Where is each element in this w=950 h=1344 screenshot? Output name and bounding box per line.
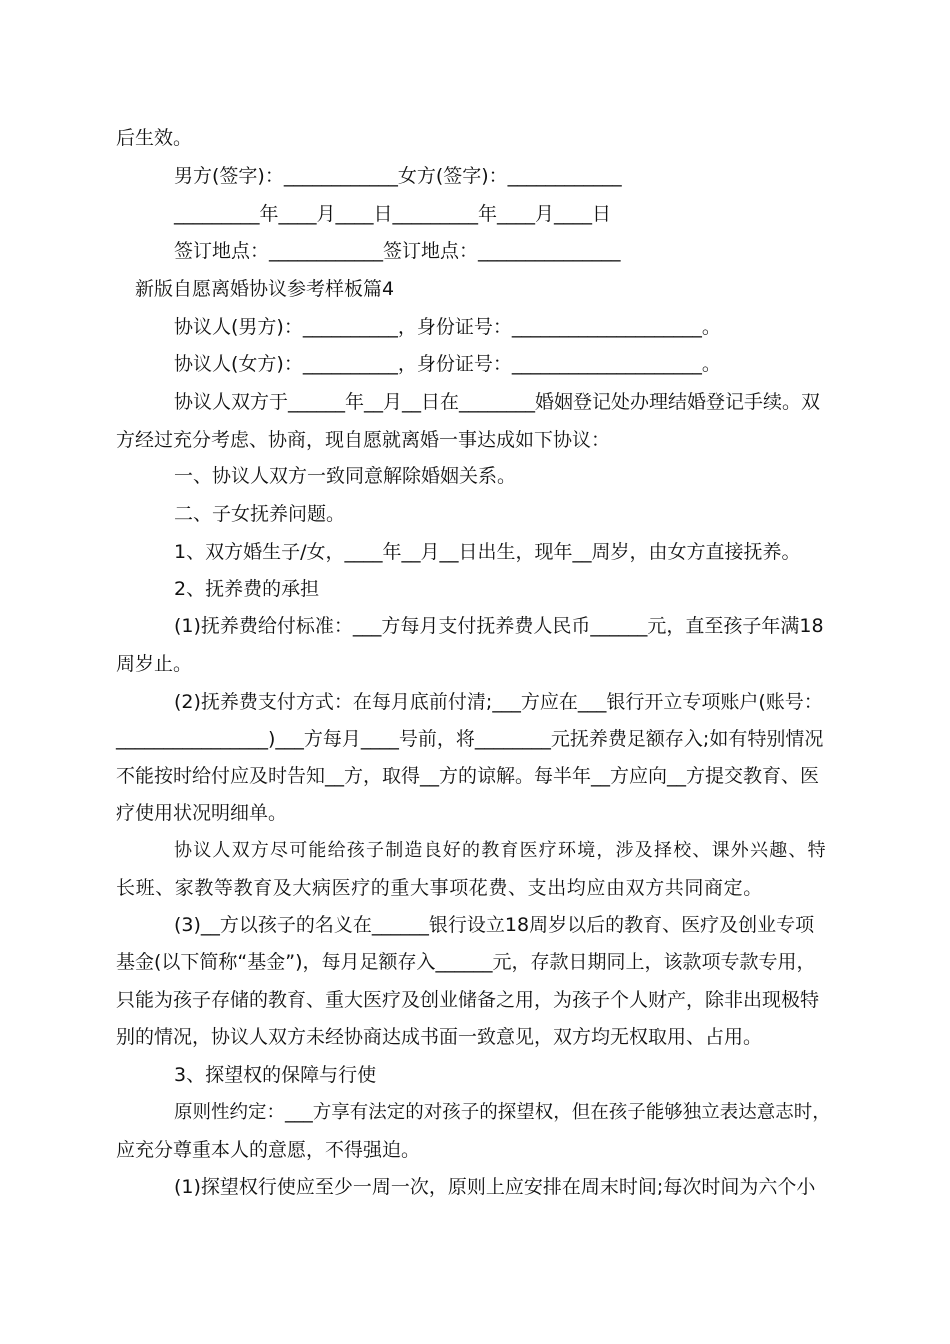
paragraph-line: 只能为孩子存储的教育、重大医疗及创业储备之用，为孩子个人财产，除非出现极特 xyxy=(116,989,820,1011)
signature-line: 男方(签字)：____________女方(签字)：____________ xyxy=(174,165,622,187)
paragraph-line: (1)探望权行使应至少一周一次，原则上应安排在周末时间;每次时间为六个小 xyxy=(174,1176,816,1198)
paragraph-line: 别的情况，协议人双方未经协商达成书面一致意见，双方均无权取用、占用。 xyxy=(116,1026,763,1048)
party-female-line: 协议人(女方)：__________，身份证号：____________________。 xyxy=(174,353,721,375)
clause-heading: 一、协议人双方一致同意解除婚姻关系。 xyxy=(174,465,517,487)
clause-heading: 3、探望权的保障与行使 xyxy=(174,1064,377,1086)
paragraph-line: 应充分尊重本人的意愿，不得强迫。 xyxy=(116,1139,421,1161)
clause-heading: 二、子女抚养问题。 xyxy=(174,503,346,525)
section-title: 新版自愿离婚协议参考样板篇4 xyxy=(135,278,395,300)
paragraph-line: 不能按时给付应及时告知__方，取得__方的谅解。每半年__方应向__方提交教育、医 xyxy=(116,765,820,787)
paragraph-line: 1、双方婚生子/女，____年__月__日出生，现年__周岁，由女方直接抚养。 xyxy=(174,541,801,563)
paragraph-line: 原则性约定：___方享有法定的对孩子的探望权，但在孩子能够独立表达意志时， xyxy=(174,1102,831,1123)
paragraph-line: 基金(以下简称“基金”)，每月足额存入______元，存款日期同上，该款项专款专用， xyxy=(116,951,816,973)
paragraph-line: 协议人双方尽可能给孩子制造良好的教育医疗环境，涉及择校、课外兴趣、特 xyxy=(174,840,827,861)
clause-heading: 2、抚养费的承担 xyxy=(174,578,320,600)
paragraph-line: 长班、家教等教育及大病医疗的重大事项花费、支出均应由双方共同商定。 xyxy=(116,877,763,899)
text-line: 后生效。 xyxy=(116,127,193,149)
date-line: _________年____月____日_________年____月____日 xyxy=(174,203,612,225)
paragraph-line: 协议人双方于______年__月__日在________婚姻登记处办理结婚登记手续。双 xyxy=(174,391,821,413)
paragraph-line: (2)抚养费支付方式：在每月底前付清;___方应在___银行开立专项账户(账号： xyxy=(174,691,823,713)
paragraph-line: ________________)___方每月____号前，将________元抚养费足额存入;如有特别情况 xyxy=(116,728,824,750)
paragraph-line: (3)__方以孩子的名义在______银行设立18周岁以后的教育、医疗及创业专项 xyxy=(174,914,815,936)
signing-place-line: 签订地点：____________签订地点：_______________ xyxy=(174,240,621,262)
paragraph-line: (1)抚养费给付标准：___方每月支付抚养费人民币______元，直至孩子年满18 xyxy=(174,615,824,637)
paragraph-line: 周岁止。 xyxy=(116,653,193,675)
paragraph-line: 方经过充分考虑、协商，现自愿就离婚一事达成如下协议： xyxy=(116,429,611,451)
paragraph-line: 疗使用状况明细单。 xyxy=(116,802,288,824)
party-male-line: 协议人(男方)：__________，身份证号：____________________。 xyxy=(174,316,721,338)
